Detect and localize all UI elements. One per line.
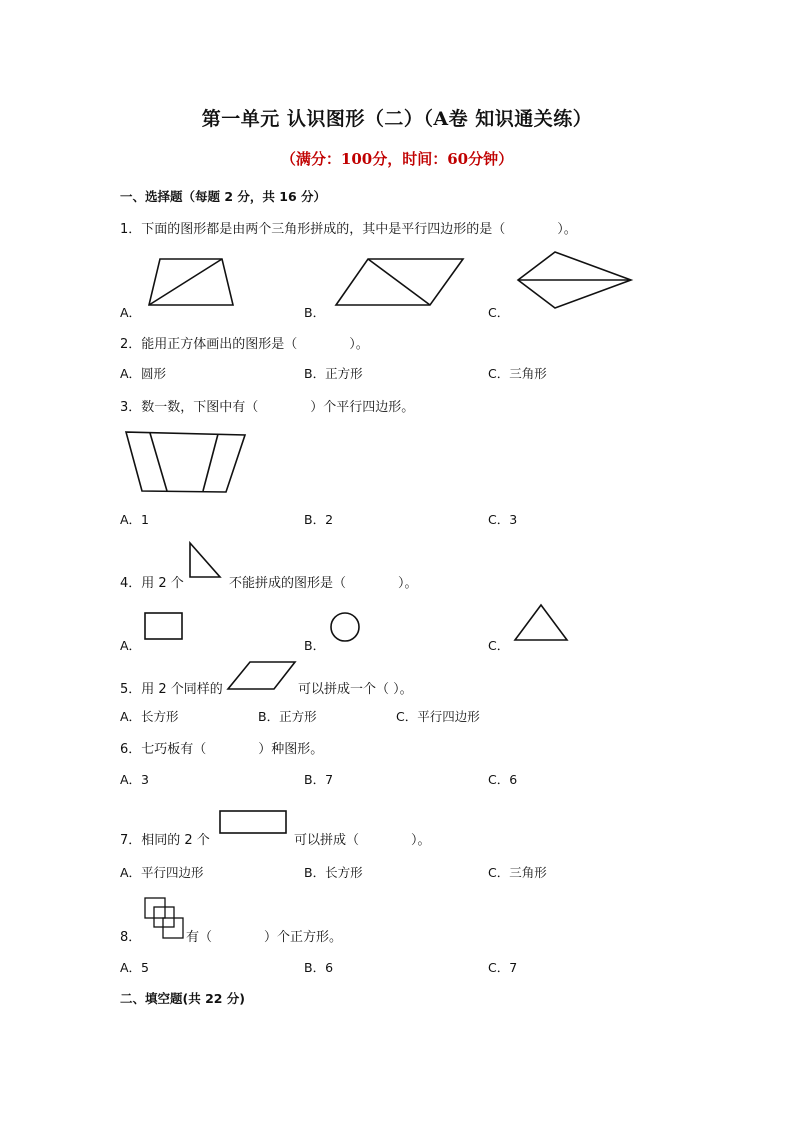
q7-option-c[interactable]: C．三角形 xyxy=(488,865,547,880)
question-5-stem-start: 5．用 2 个同样的 xyxy=(120,682,223,697)
question-7-stem-end: 可以拼成（ ）。 xyxy=(294,833,431,848)
q3-option-b[interactable]: B．2 xyxy=(304,512,334,527)
q8-option-a[interactable]: A．5 xyxy=(120,960,150,975)
q7-option-a[interactable]: A．平行四边形 xyxy=(120,865,204,880)
q3-option-c[interactable]: C．3 xyxy=(488,512,518,527)
question-2-stem: 2．能用正方体画出的图形是（ ）。 xyxy=(120,337,369,352)
question-8-stem-end: 有（ ）个正方形。 xyxy=(186,930,343,945)
question-8-stem-start: 8． xyxy=(120,930,142,945)
question-7-stem-start: 7．相同的 2 个 xyxy=(120,833,210,848)
q4-option-a[interactable]: A． xyxy=(120,638,142,653)
q3-option-a[interactable]: A．1 xyxy=(120,512,150,527)
section-heading-choice: 一、选择题（每题 2 分，共 16 分） xyxy=(120,189,327,204)
q8-option-c[interactable]: C．7 xyxy=(488,960,518,975)
section-heading-fill: 二、填空题(共 22 分) xyxy=(120,991,246,1006)
q1-option-a[interactable]: A． xyxy=(120,305,142,320)
q2-option-a[interactable]: A．圆形 xyxy=(120,366,167,381)
question-3-stem: 3．数一数，下图中有（ ）个平行四边形。 xyxy=(120,400,415,415)
question-4-stem-start: 4．用 2 个 xyxy=(120,576,184,591)
page-title: 第一单元 认识图形（二）（A卷 知识通关练） xyxy=(201,108,593,130)
q4-option-b[interactable]: B． xyxy=(304,638,326,653)
q1-option-b[interactable]: B． xyxy=(304,305,326,320)
question-5-stem-end: 可以拼成一个（ ）。 xyxy=(298,682,413,697)
question-4-stem-end: 不能拼成的图形是（ ）。 xyxy=(229,576,418,591)
q2-option-b[interactable]: B．正方形 xyxy=(304,366,363,381)
q6-option-a[interactable]: A．3 xyxy=(120,772,150,787)
q5-option-b[interactable]: B．正方形 xyxy=(258,709,317,724)
q4-option-c[interactable]: C． xyxy=(488,638,510,653)
question-6-stem: 6．七巧板有（ ）种图形。 xyxy=(120,742,324,757)
q1-option-c[interactable]: C． xyxy=(488,305,510,320)
q6-option-c[interactable]: C．6 xyxy=(488,772,518,787)
question-1-stem: 1．下面的图形都是由两个三角形拼成的，其中是平行四边形的是（ ）。 xyxy=(120,222,577,237)
q7-option-b[interactable]: B．长方形 xyxy=(304,865,363,880)
q2-option-c[interactable]: C．三角形 xyxy=(488,366,547,381)
q5-option-c[interactable]: C．平行四边形 xyxy=(396,709,480,724)
q8-option-b[interactable]: B．6 xyxy=(304,960,334,975)
q5-option-a[interactable]: A．长方形 xyxy=(120,709,179,724)
page-subtitle: （满分：100分，时间：60分钟） xyxy=(280,150,514,168)
q6-option-b[interactable]: B．7 xyxy=(304,772,334,787)
